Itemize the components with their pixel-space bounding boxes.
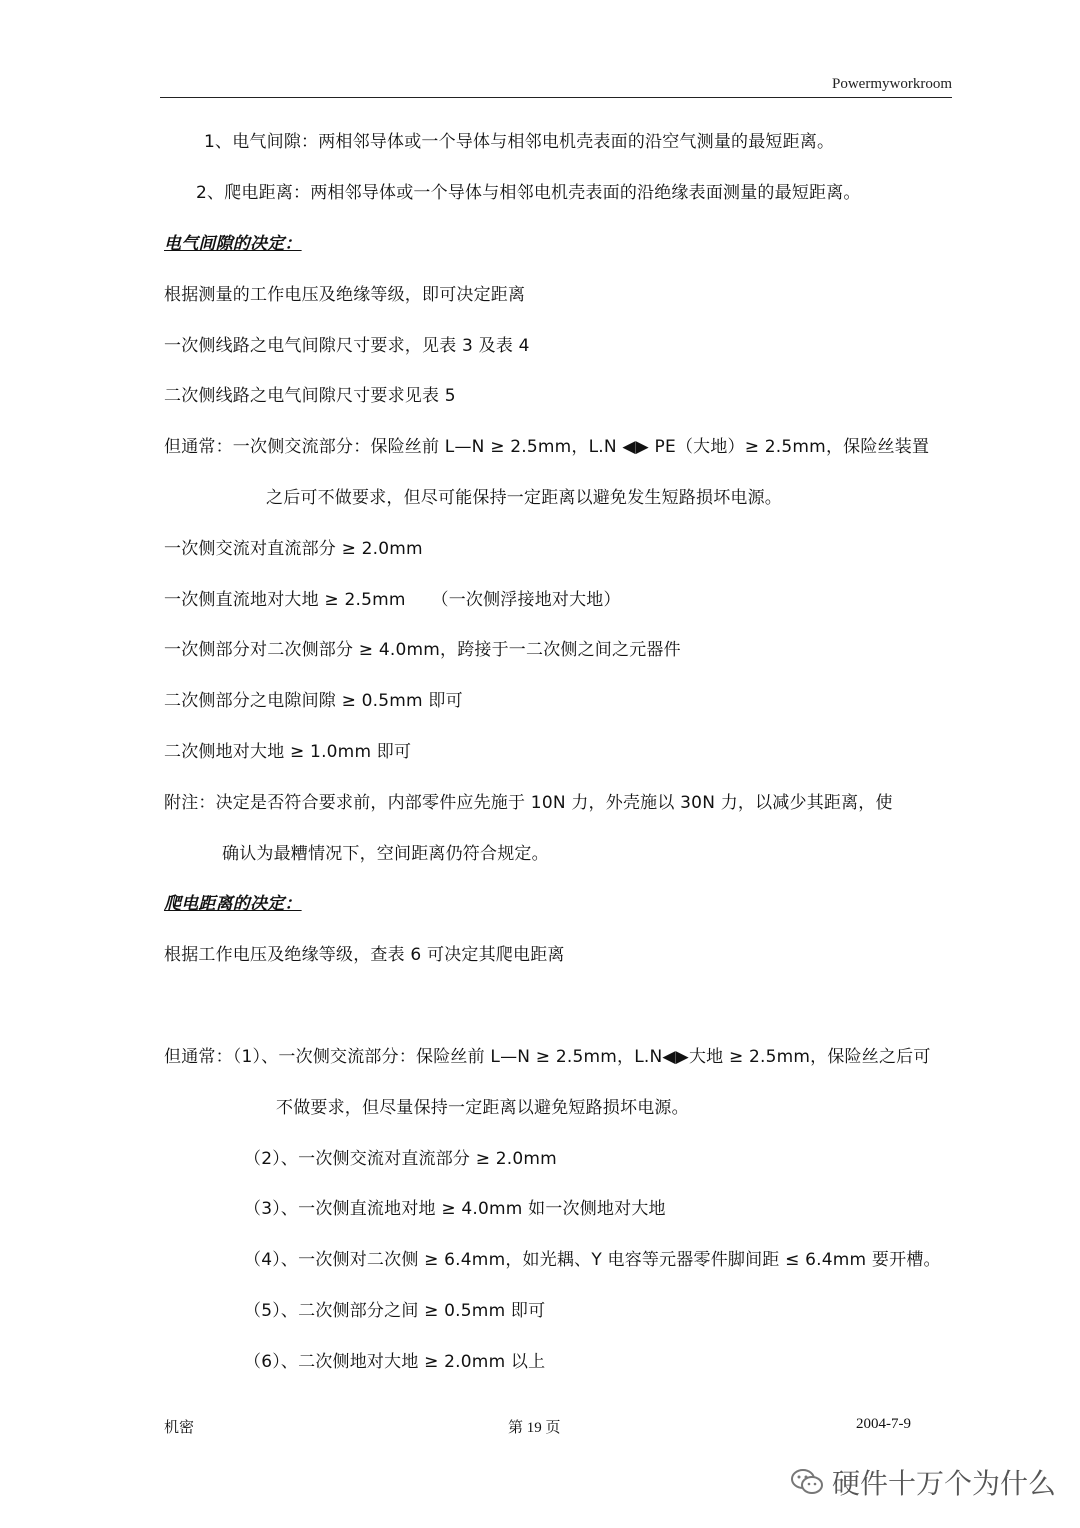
watermark	[790, 1462, 1056, 1502]
wechat-icon	[790, 1468, 824, 1496]
paragraph-line: 二次侧线路之电气间隙尺寸要求见表 5	[164, 386, 456, 406]
paragraph-line: 不做要求，但尽量保持一定距离以避免短路损坏电源。	[276, 1098, 689, 1118]
footer-confidential: 机密	[164, 1420, 195, 1436]
header-rule	[160, 97, 952, 98]
footer-page-number: 第 19 页	[508, 1420, 561, 1436]
paragraph-line: 一次侧线路之电气间隙尺寸要求，见表 3 及表 4	[164, 336, 530, 356]
header-brand: Powermyworkroom	[832, 76, 952, 92]
definition-creepage: 2、爬电距离：两相邻导体或一个导体与相邻电机壳表面的沿绝缘表面测量的最短距离。	[196, 183, 861, 203]
definition-clearance: 1、电气间隙：两相邻导体或一个导体与相邻电机壳表面的沿空气测量的最短距离。	[204, 132, 835, 152]
heading-clearance: 电气间隙的决定：	[164, 234, 302, 254]
list-item: （2）、一次侧交流对直流部分 ≥ 2.0mm	[244, 1149, 557, 1169]
paragraph-line: 但通常：（1）、一次侧交流部分：保险丝前 L—N ≥ 2.5mm，L.N◀▶大地 ≥ 2.5mm，保险丝之后可	[164, 1047, 931, 1067]
paragraph-line: 一次侧部分对二次侧部分 ≥ 4.0mm，跨接于一二次侧之间之元器件	[164, 640, 681, 660]
list-item: （5）、二次侧部分之间 ≥ 0.5mm 即可	[244, 1301, 546, 1321]
list-item: （4）、一次侧对二次侧 ≥ 6.4mm，如光耦、Y 电容等元器零件脚间距 ≤ 6.4mm 要开槽。	[244, 1250, 941, 1270]
paragraph-line: 之后可不做要求，但尽可能保持一定距离以避免发生短路损坏电源。	[266, 488, 782, 508]
paragraph-line: 一次侧交流对直流部分 ≥ 2.0mm	[164, 539, 423, 559]
paragraph-line: 确认为最糟情况下，空间距离仍符合规定。	[222, 844, 549, 864]
heading-creepage: 爬电距离的决定：	[164, 894, 302, 914]
paragraph-line: 一次侧直流地对大地 ≥ 2.5mm （一次侧浮接地对大地）	[164, 590, 621, 610]
watermark-text: 硬件十万个为什么	[832, 1467, 1057, 1500]
list-item: （6）、二次侧地对大地 ≥ 2.0mm 以上	[244, 1352, 546, 1372]
list-item: （3）、一次侧直流地对地 ≥ 4.0mm 如一次侧地对大地	[244, 1199, 666, 1219]
paragraph-line: 根据测量的工作电压及绝缘等级，即可决定距离	[164, 285, 526, 305]
paragraph-line: 二次侧地对大地 ≥ 1.0mm 即可	[164, 742, 412, 762]
paragraph-line: 根据工作电压及绝缘等级，查表 6 可决定其爬电距离	[164, 945, 565, 965]
paragraph-line: 附注：决定是否符合要求前，内部零件应先施于 10N 力，外壳施以 30N 力，以减少其距离，使	[164, 793, 893, 813]
paragraph-line: 二次侧部分之电隙间隙 ≥ 0.5mm 即可	[164, 691, 463, 711]
paragraph-line: 但通常：一次侧交流部分：保险丝前 L—N ≥ 2.5mm，L.N ◀▶ PE（大地）≥ 2.5mm，保险丝装置	[164, 437, 930, 457]
footer-date: 2004-7-9	[856, 1416, 911, 1432]
